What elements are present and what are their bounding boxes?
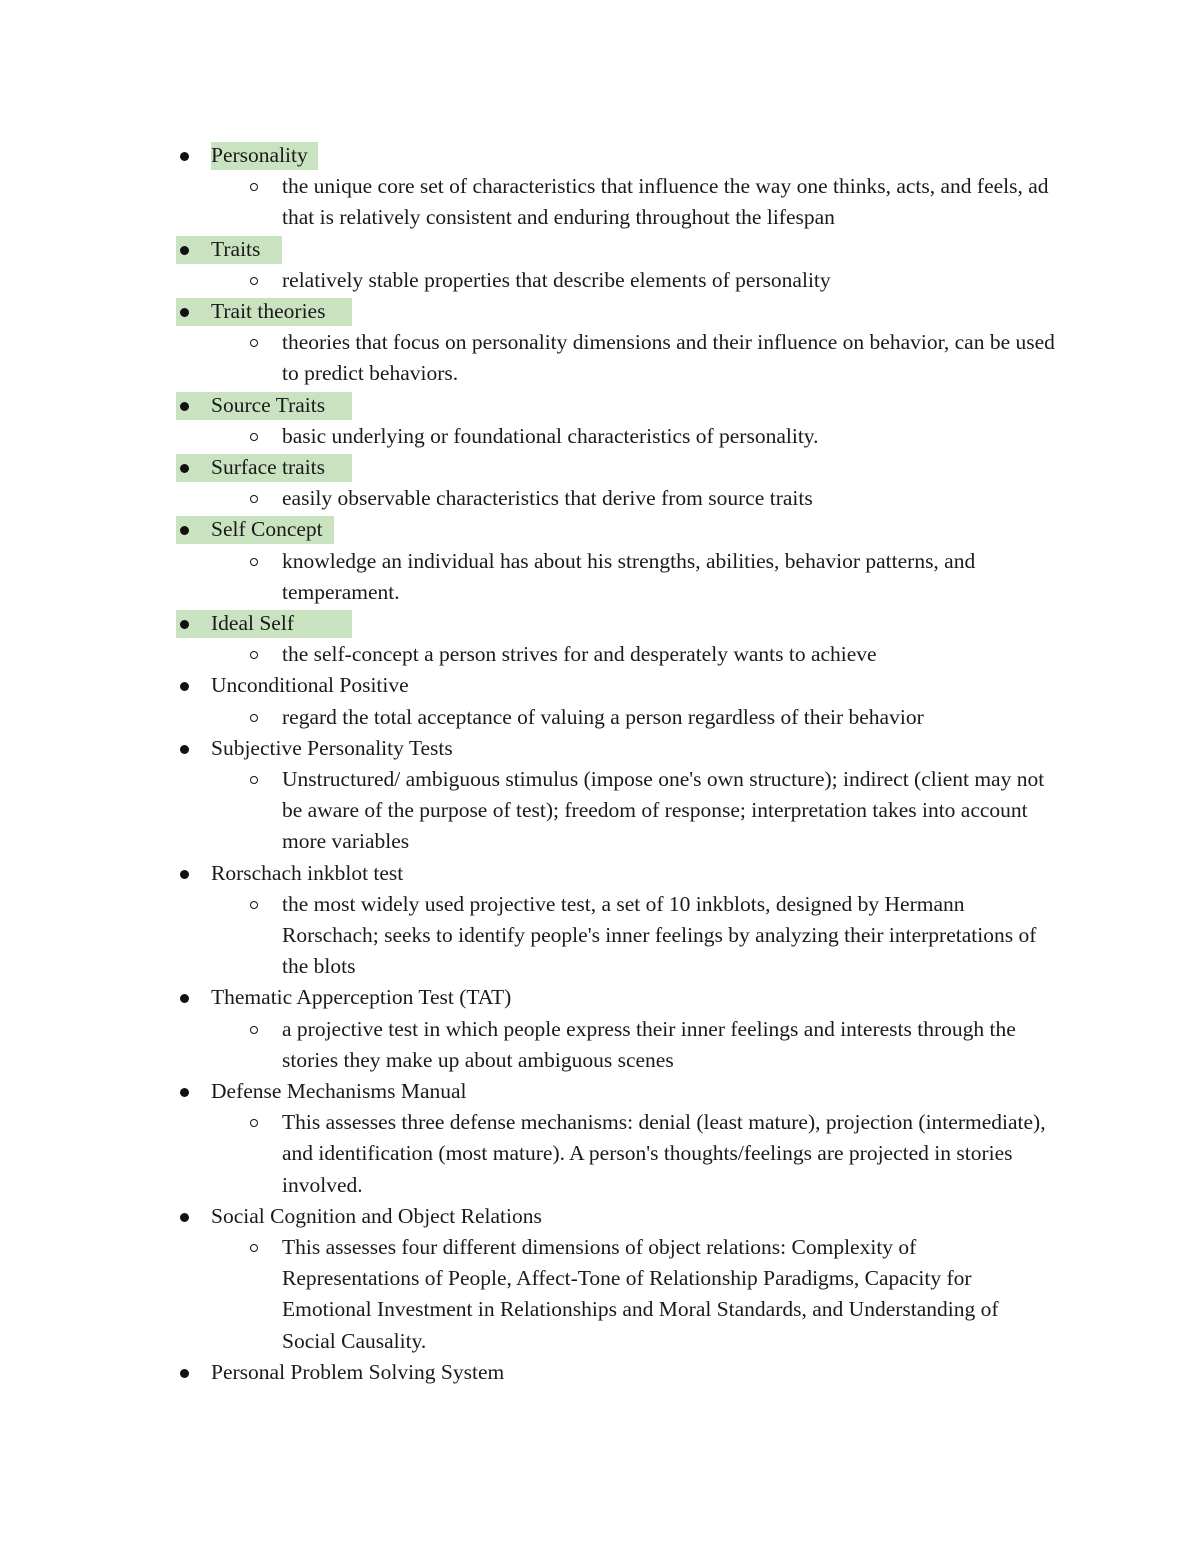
definition-text: This assesses four different dimensions of object relations: Complexity of Representations of People, Affect-Tone of Relationship Paradigms, Capacity for Emotional Investment in Relationships and Moral Standards, and Understanding of Social Causality. bbox=[282, 1234, 999, 1353]
hollow-bullet-icon bbox=[250, 651, 258, 659]
definition-list bbox=[0, 639, 1200, 670]
definition-item bbox=[0, 1232, 1200, 1357]
definition-text: the unique core set of characteristics that influence the way one thinks, acts, and feels, ad that is relatively consistent and enduring throughout the lifespan bbox=[282, 174, 1049, 230]
definition-text: This assesses three defense mechanisms: denial (least mature), projection (intermediate), and identification (most mature). A person's thoughts/feelings are projected in stories involved. bbox=[282, 1110, 1046, 1197]
definition-list bbox=[0, 1107, 1200, 1201]
hollow-bullet-icon bbox=[250, 183, 258, 191]
definition-text: a projective test in which people express their inner feelings and interests through the stories they make up about ambiguous scenes bbox=[282, 1016, 1016, 1072]
definition-item bbox=[0, 702, 1200, 733]
definition-text: basic underlying or foundational characteristics of personality. bbox=[282, 423, 819, 448]
term-item bbox=[0, 1076, 1200, 1201]
term-item bbox=[0, 514, 1200, 608]
term-label: Thematic Apperception Test (TAT) bbox=[211, 985, 512, 1010]
term-row bbox=[0, 982, 1200, 1013]
term-row bbox=[0, 858, 1200, 889]
definition-list bbox=[0, 546, 1200, 608]
definition-text: the most widely used projective test, a set of 10 inkblots, designed by Hermann Rorschach; seeks to identify people's inner feelings by analyzing their interpretations of the blots bbox=[282, 891, 1037, 979]
filled-bullet-icon bbox=[180, 152, 189, 161]
definition-list bbox=[0, 421, 1200, 452]
filled-bullet-icon bbox=[180, 402, 189, 411]
term-label: Unconditional Positive bbox=[211, 673, 409, 698]
term-list bbox=[0, 140, 1200, 1388]
definition-list bbox=[0, 1014, 1200, 1076]
term-item bbox=[0, 234, 1200, 296]
term-label: Ideal Self bbox=[211, 610, 294, 635]
definition-item bbox=[0, 483, 1200, 514]
definition-text: relatively stable properties that describe elements of personality bbox=[282, 267, 831, 292]
term-label: Self Concept bbox=[211, 517, 323, 542]
hollow-bullet-icon bbox=[250, 277, 258, 285]
definition-item bbox=[0, 764, 1200, 858]
definition-text: Unstructured/ ambiguous stimulus (impose one's own structure); indirect (client may not be aware of the purpose of test); freedom of response; interpretation takes into account more variables bbox=[282, 766, 1045, 854]
term-label: Personality bbox=[211, 143, 308, 167]
definition-text: easily observable characteristics that derive from source traits bbox=[282, 486, 813, 511]
hollow-bullet-icon bbox=[250, 1244, 258, 1252]
definition-list bbox=[0, 327, 1200, 389]
term-label: Defense Mechanisms Manual bbox=[211, 1078, 467, 1103]
filled-bullet-icon bbox=[180, 745, 189, 754]
filled-bullet-icon bbox=[180, 682, 189, 691]
term-row bbox=[0, 1357, 1200, 1388]
definition-text: theories that focus on personality dimensions and their influence on behavior, can be used to predict behaviors. bbox=[282, 330, 1055, 386]
hollow-bullet-icon bbox=[250, 433, 258, 441]
definition-text: knowledge an individual has about his strengths, abilities, behavior patterns, and temperament. bbox=[282, 548, 976, 604]
hollow-bullet-icon bbox=[250, 558, 258, 566]
definition-list bbox=[0, 1232, 1200, 1357]
definition-item bbox=[0, 546, 1200, 608]
term-item bbox=[0, 296, 1200, 390]
term-item bbox=[0, 608, 1200, 670]
filled-bullet-icon bbox=[180, 1088, 189, 1097]
definition-item bbox=[0, 1014, 1200, 1076]
definition-item bbox=[0, 1107, 1200, 1201]
filled-bullet-icon bbox=[180, 308, 189, 317]
term-row bbox=[0, 514, 1200, 545]
term-label: Source Traits bbox=[211, 392, 326, 417]
term-row bbox=[0, 452, 1200, 483]
definition-list bbox=[0, 889, 1200, 983]
filled-bullet-icon bbox=[180, 464, 189, 473]
hollow-bullet-icon bbox=[250, 1119, 258, 1127]
hollow-bullet-icon bbox=[250, 1026, 258, 1034]
filled-bullet-icon bbox=[180, 994, 189, 1003]
definition-item bbox=[0, 639, 1200, 670]
term-item bbox=[0, 670, 1200, 732]
term-row bbox=[0, 234, 1200, 265]
filled-bullet-icon bbox=[180, 620, 189, 629]
hollow-bullet-icon bbox=[250, 714, 258, 722]
term-item bbox=[0, 733, 1200, 858]
definition-list bbox=[0, 171, 1200, 233]
hollow-bullet-icon bbox=[250, 339, 258, 347]
hollow-bullet-icon bbox=[250, 776, 258, 784]
hollow-bullet-icon bbox=[250, 901, 258, 909]
term-label: Personal Problem Solving System bbox=[211, 1359, 505, 1384]
definition-text: regard the total acceptance of valuing a person regardless of their behavior bbox=[282, 704, 924, 729]
term-row bbox=[0, 670, 1200, 701]
filled-bullet-icon bbox=[180, 246, 189, 255]
hollow-bullet-icon bbox=[250, 495, 258, 503]
filled-bullet-icon bbox=[180, 870, 189, 879]
term-label: Subjective Personality Tests bbox=[211, 735, 453, 760]
definition-item bbox=[0, 421, 1200, 452]
term-row bbox=[0, 140, 1200, 171]
term-item bbox=[0, 982, 1200, 1076]
filled-bullet-icon bbox=[180, 1369, 189, 1378]
term-row bbox=[0, 733, 1200, 764]
definition-item bbox=[0, 889, 1200, 983]
term-item bbox=[0, 390, 1200, 452]
definition-list bbox=[0, 702, 1200, 733]
term-label: Traits bbox=[211, 236, 261, 261]
term-item bbox=[0, 1357, 1200, 1388]
term-label: Rorschach inkblot test bbox=[211, 860, 404, 885]
definition-item bbox=[0, 327, 1200, 389]
term-row bbox=[0, 608, 1200, 639]
filled-bullet-icon bbox=[180, 1213, 189, 1222]
definition-list bbox=[0, 483, 1200, 514]
term-item bbox=[0, 452, 1200, 514]
term-item bbox=[0, 140, 1200, 234]
term-label: Trait theories bbox=[211, 298, 326, 323]
term-row bbox=[0, 1201, 1200, 1232]
term-row bbox=[0, 296, 1200, 327]
definition-item bbox=[0, 265, 1200, 296]
definition-list bbox=[0, 265, 1200, 296]
definition-text: the self-concept a person strives for and desperately wants to achieve bbox=[282, 642, 877, 667]
term-row bbox=[0, 1076, 1200, 1107]
definition-item bbox=[0, 171, 1200, 233]
document-page bbox=[0, 140, 1200, 1388]
definition-list bbox=[0, 764, 1200, 858]
term-label: Social Cognition and Object Relations bbox=[211, 1203, 542, 1228]
term-item bbox=[0, 1201, 1200, 1357]
term-item bbox=[0, 858, 1200, 983]
term-row bbox=[0, 390, 1200, 421]
term-label: Surface traits bbox=[211, 454, 326, 479]
